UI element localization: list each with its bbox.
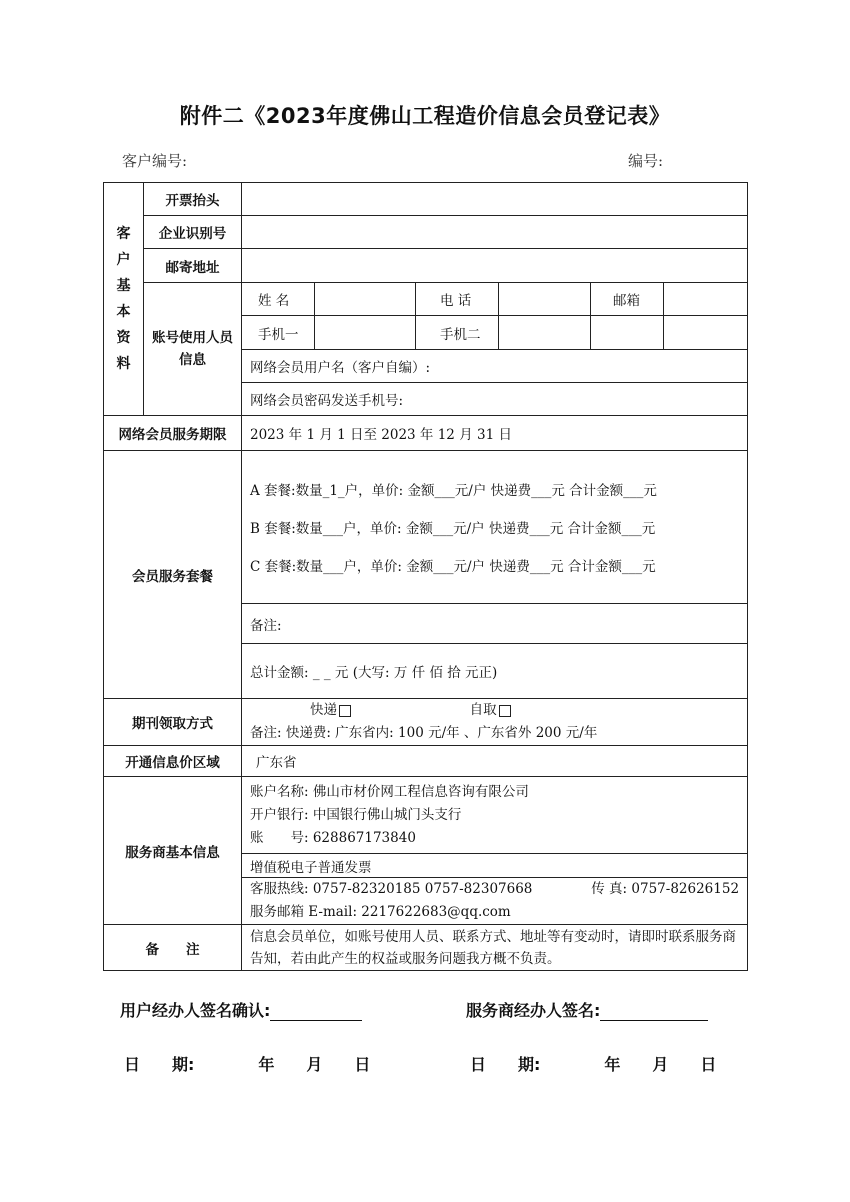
row-region: [104, 746, 748, 777]
account-number: 账 号: 628867173840: [250, 829, 416, 846]
invoice-title-label: 开票抬头: [144, 183, 242, 216]
row-contact-1: [104, 283, 748, 316]
name-field[interactable]: [315, 283, 416, 316]
mobile1-label: 手机一: [242, 316, 315, 350]
provider-agent-signature: [466, 998, 708, 1021]
phone-field[interactable]: [499, 283, 591, 316]
row-service-period: [104, 416, 748, 451]
mobile1-field[interactable]: [315, 316, 416, 350]
row-mail-address: [104, 249, 748, 283]
invoice-title-field[interactable]: [242, 183, 748, 216]
blank-cell: [664, 316, 748, 350]
user-agent-signature-line[interactable]: [270, 1002, 362, 1021]
customer-number-label: 客户编号:: [122, 152, 188, 170]
packages-remark[interactable]: 备注:: [242, 604, 748, 644]
service-period-label: 网络会员服务期限: [104, 416, 242, 451]
provider-contact-block: [242, 878, 748, 925]
blank-cell: [591, 316, 664, 350]
express-checkbox[interactable]: [339, 705, 351, 717]
number-label: 编号:: [628, 152, 664, 170]
service-period-value: 2023 年 1 月 1 日至 2023 年 12 月 31 日: [242, 416, 748, 451]
password-phone-field[interactable]: 网络会员密码发送手机号:: [242, 383, 748, 416]
phone-label: 电 话: [416, 283, 499, 316]
region-value: 广东省: [242, 746, 748, 777]
form-title: 附件二《2023年度佛山工程造价信息会员登记表》: [179, 104, 671, 128]
package-c[interactable]: C 套餐:数量___户，单价: 金额___元/户 快递费___元 合计金额___元: [250, 559, 656, 575]
tax-id-label: 企业识别号: [144, 216, 242, 249]
row-delivery: [104, 699, 748, 746]
provider-agent-signature-label: 服务商经办人签名:: [466, 1001, 601, 1020]
mobile2-field[interactable]: [499, 316, 591, 350]
user-date[interactable]: 日 期: 年 月 日: [124, 1055, 371, 1074]
provider-account-block: [242, 777, 748, 854]
customer-info-section-label: 客 户 基 本 资 料: [104, 183, 144, 416]
remarks-text: 信息会员单位，如账号使用人员、联系方式、地址等有变动时，请即时联系服务商告知，若由此产生的权益或服务问题我方概不负责。: [242, 925, 748, 971]
invoice-type: 增值税电子普通发票: [242, 854, 748, 878]
delivery-label: 期刊领取方式: [104, 699, 242, 746]
service-hotline: 客服热线: 0757-82320185 0757-82307668: [250, 881, 533, 897]
bank-name: 开户银行: 中国银行佛山城门头支行: [250, 806, 462, 823]
packages-total[interactable]: 总计金额: _ _ 元 (大写: 万 仟 佰 拾 元正): [242, 644, 748, 699]
package-a[interactable]: A 套餐:数量_1_户，单价: 金额___元/户 快递费___元 合计金额___元: [250, 483, 657, 499]
email-label: 邮箱: [591, 283, 664, 316]
user-agent-signature: [120, 998, 362, 1021]
packages-content: [242, 451, 748, 604]
delivery-content: [242, 699, 748, 746]
username-field[interactable]: 网络会员用户名（客户自编）:: [242, 350, 748, 383]
pickup-checkbox[interactable]: [499, 705, 511, 717]
fax-number: 传 真: 0757-82626152: [591, 881, 740, 897]
account-user-info-label: 账号使用人员信息: [144, 283, 242, 416]
row-remarks: [104, 925, 748, 971]
delivery-note: 备注: 快递费: 广东省内: 100 元/年 、广东省外 200 元/年: [250, 725, 598, 741]
row-invoice-title: [104, 183, 748, 216]
remarks-label: 备 注: [104, 925, 242, 971]
pickup-option-label: 自取: [469, 702, 497, 718]
mobile2-label: 手机二: [416, 316, 499, 350]
user-agent-signature-label: 用户经办人签名确认:: [120, 1001, 271, 1020]
mail-address-label: 邮寄地址: [144, 249, 242, 283]
name-label: 姓 名: [242, 283, 315, 316]
mail-address-field[interactable]: [242, 249, 748, 283]
email-field[interactable]: [664, 283, 748, 316]
row-provider-account: [104, 777, 748, 854]
service-email: 服务邮箱 E-mail: 2217622683@qq.com: [250, 904, 511, 920]
region-label: 开通信息价区域: [104, 746, 242, 777]
registration-form-table: [103, 182, 748, 971]
express-option-label: 快递: [310, 702, 337, 718]
provider-info-label: 服务商基本信息: [104, 777, 242, 925]
row-packages: [104, 451, 748, 604]
account-name: 账户名称: 佛山市材价网工程信息咨询有限公司: [250, 783, 529, 800]
row-tax-id: [104, 216, 748, 249]
package-b[interactable]: B 套餐:数量___户，单价: 金额___元/户 快递费___元 合计金额___元: [250, 521, 656, 537]
provider-date[interactable]: 日 期: 年 月 日: [470, 1055, 717, 1074]
provider-agent-signature-line[interactable]: [600, 1002, 708, 1021]
tax-id-field[interactable]: [242, 216, 748, 249]
packages-label: 会员服务套餐: [104, 451, 242, 699]
